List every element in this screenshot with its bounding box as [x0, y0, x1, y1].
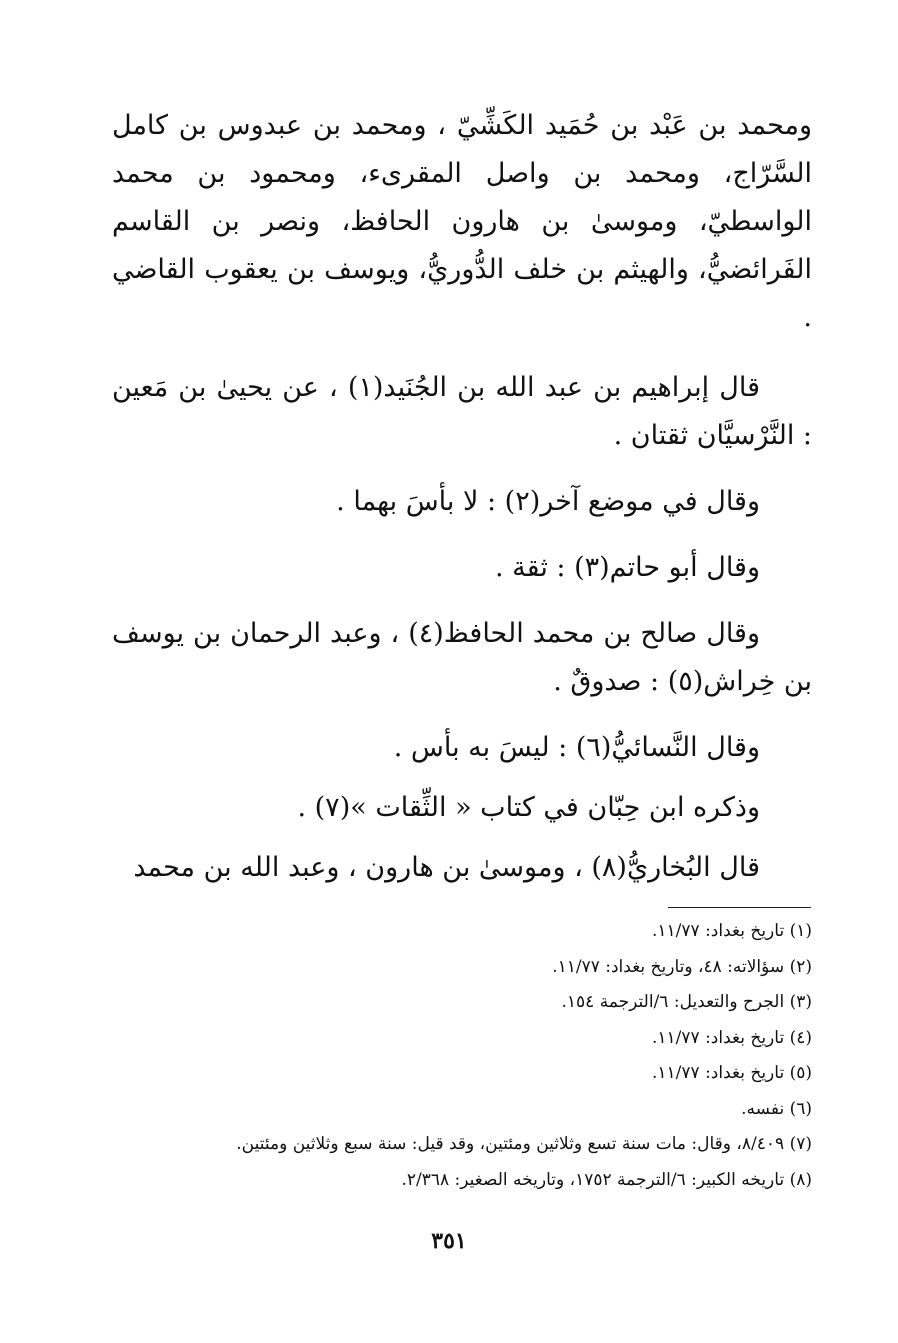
footnote-3: (٣) الجرح والتعديل: ٦/الترجمة ١٥٤.	[561, 992, 812, 1012]
paragraph-5: وقال صالح بن محمد الحافظ(٤) ، وعبد الرحمان بن يوسف بن خِراش(٥) : صدوقٌ .	[112, 618, 812, 697]
page-number: ٣٥١	[431, 1228, 467, 1254]
footnote-7: (٧) ٨/٤٠٩، وقال: مات سنة تسع وثلاثين ومئتين، وقد قيل: سنة سبع وثلاثين ومئتين.	[236, 1134, 812, 1154]
footnote-6: (٦) نفسه.	[741, 1098, 812, 1119]
paragraph-7: وذكره ابن حِبّان في كتاب « الثِّقات »(٧) .	[297, 792, 760, 823]
footnote-5: (٥) تاريخ بغداد: ١١/٧٧.	[652, 1063, 812, 1083]
footnote-2: (٢) سؤالاته: ٤٨، وتاريخ بغداد: ١١/٧٧.	[552, 956, 812, 977]
paragraph-8: قال البُخاريُّ(٨) ، وموسىٰ بن هارون ، وعبد الله بن محمد	[133, 852, 760, 883]
paragraph-3: وقال في موضع آخر(٢) : لا بأسَ بهما .	[336, 486, 760, 517]
footnote-1: (١) تاريخ بغداد: ١١/٧٧.	[652, 921, 812, 941]
paragraph-4: وقال أبو حاتم(٣) : ثقة .	[495, 552, 760, 583]
paragraph-6: وقال النَّسائيُّ(٦) : ليسَ به بأس .	[393, 732, 760, 763]
footnote-4: (٤) تاريخ بغداد: ١١/٧٧.	[652, 1027, 812, 1048]
paragraph-1: ومحمد بن عَبْد بن حُمَيد الكَشِّيّ ، ومحمد بن عبدوس بن كامل السَّرّاج، ومحمد بن واصل المقرىء، ومحمود بن محمد الواسطيّ، وموسىٰ بن هارون الحافظ، ونصر بن القاسم الفَرائضيُّ، والهيثم بن خلف الدُّوريُّ، ويوسف بن يعقوب القاضي .	[112, 110, 812, 333]
main-text	[112, 102, 812, 892]
footnote-divider	[668, 907, 811, 908]
footnotes	[108, 914, 812, 1198]
footnote-8: (٨) تاريخه الكبير: ٦/الترجمة ١٧٥٢، وتاريخه الصغير: ٢/٣٦٨.	[401, 1169, 812, 1190]
paragraph-2: قال إبراهيم بن عبد الله بن الجُنَيد(١) ، عن يحيىٰ بن مَعين : النَّرْسيَّان ثقتان .	[112, 372, 812, 451]
